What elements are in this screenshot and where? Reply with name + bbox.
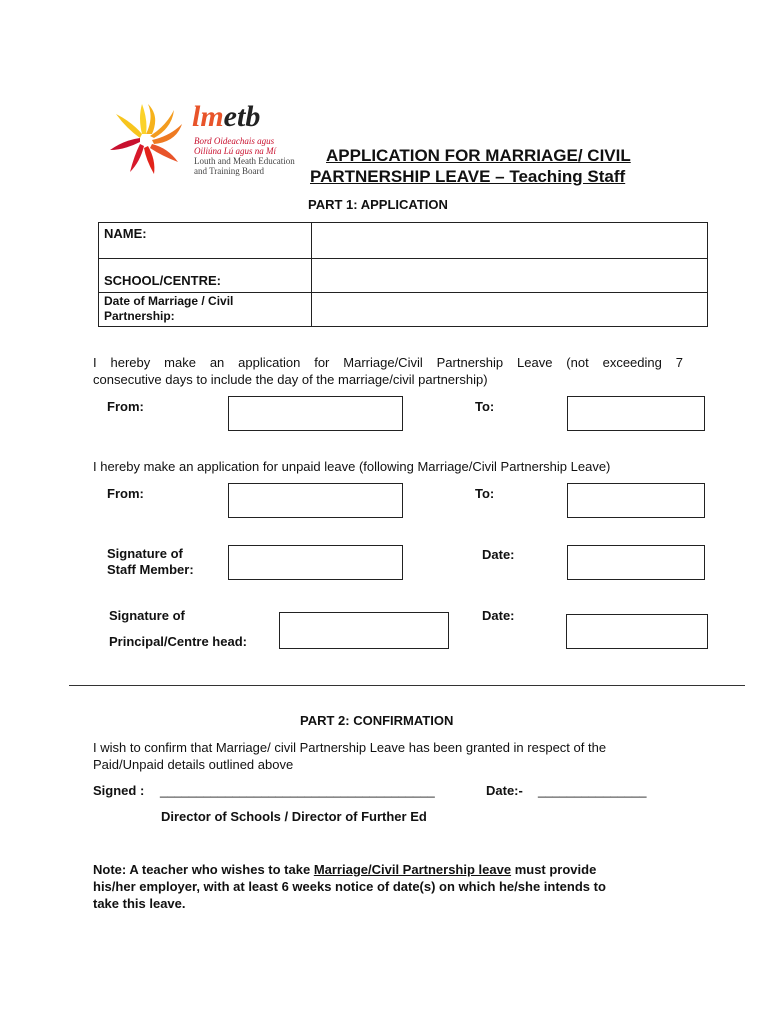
brand-etb: etb (223, 100, 261, 133)
note-prefix: Note: A teacher who wishes to take (93, 862, 314, 877)
name-label: NAME: (99, 223, 312, 259)
note-paragraph (93, 861, 693, 912)
to-label: To: (475, 399, 495, 414)
logo-english-line1: Louth and Meath Education (194, 156, 295, 166)
staff-date-field[interactable] (567, 545, 705, 580)
brand-lm: lm (192, 100, 224, 133)
signed-label: Signed : (93, 783, 145, 798)
signed-line[interactable]: ______________________________________ (160, 783, 435, 798)
principal-date-label: Date: (482, 608, 515, 623)
part1-heading: PART 1: APPLICATION (308, 197, 448, 212)
part2-heading: PART 2: CONFIRMATION (300, 713, 454, 728)
principal-signature-field[interactable] (279, 612, 449, 649)
application-table (98, 222, 708, 327)
staff-signature-field[interactable] (228, 545, 403, 580)
marriage-date-field[interactable] (312, 293, 708, 327)
confirm-paragraph: I wish to confirm that Marriage/ civil Partnership Leave has been granted in respect of the Paid/Unpaid details outlined above (93, 740, 607, 772)
leave-paragraph: I hereby make an application for Marriage/Civil Partnership Leave (not exceeding 7 consecutive days to include the day of the marriage/civil partnership) (93, 355, 683, 387)
note-line3: take this leave. (93, 896, 186, 911)
school-field[interactable] (312, 259, 708, 293)
school-label: SCHOOL/CENTRE: (99, 259, 312, 293)
title-line2: PARTNERSHIP LEAVE – Teaching Staff (310, 167, 626, 186)
principal-signature-label-line1: Signature of (109, 608, 185, 623)
unpaid-paragraph: I hereby make an application for unpaid leave (following Marriage/Civil Partnership Leave) (93, 459, 611, 474)
sunburst-logo-icon (100, 100, 192, 180)
lmetb-logo (100, 100, 300, 180)
unpaid-to-label: To: (475, 486, 495, 501)
unpaid-from-field[interactable] (228, 483, 403, 518)
note-underlined: Marriage/Civil Partnership leave (313, 862, 512, 877)
unpaid-from-label: From: (107, 486, 144, 501)
logo-irish-line2: Oiliúna Lú agus na Mí (194, 146, 277, 156)
note-suffix: must provide (511, 862, 597, 877)
note-line2: his/her employer, with at least 6 weeks notice of date(s) on which he/she intends to (93, 879, 606, 894)
confirm-date-label: Date:- (486, 783, 523, 798)
logo-english-line2: and Training Board (194, 166, 265, 176)
form-title (310, 145, 680, 187)
section-divider (69, 685, 745, 686)
staff-date-label: Date: (482, 547, 515, 562)
staff-signature-label: Signature of Staff Member: (107, 546, 194, 577)
to-date-field[interactable] (567, 396, 705, 431)
from-label: From: (107, 399, 144, 414)
confirm-date-line[interactable]: _______________ (538, 783, 647, 798)
unpaid-to-field[interactable] (567, 483, 705, 518)
marriage-date-label: Date of Marriage / Civil Partnership: (99, 293, 312, 327)
name-field[interactable] (312, 223, 708, 259)
director-label: Director of Schools / Director of Further Ed (161, 809, 427, 824)
principal-date-field[interactable] (566, 614, 708, 649)
from-date-field[interactable] (228, 396, 403, 431)
logo-irish-line1: Bord Oideachais agus (194, 136, 275, 146)
title-line1: APPLICATION FOR MARRIAGE/ CIVIL (326, 146, 631, 165)
principal-signature-label-line2: Principal/Centre head: (109, 634, 247, 649)
